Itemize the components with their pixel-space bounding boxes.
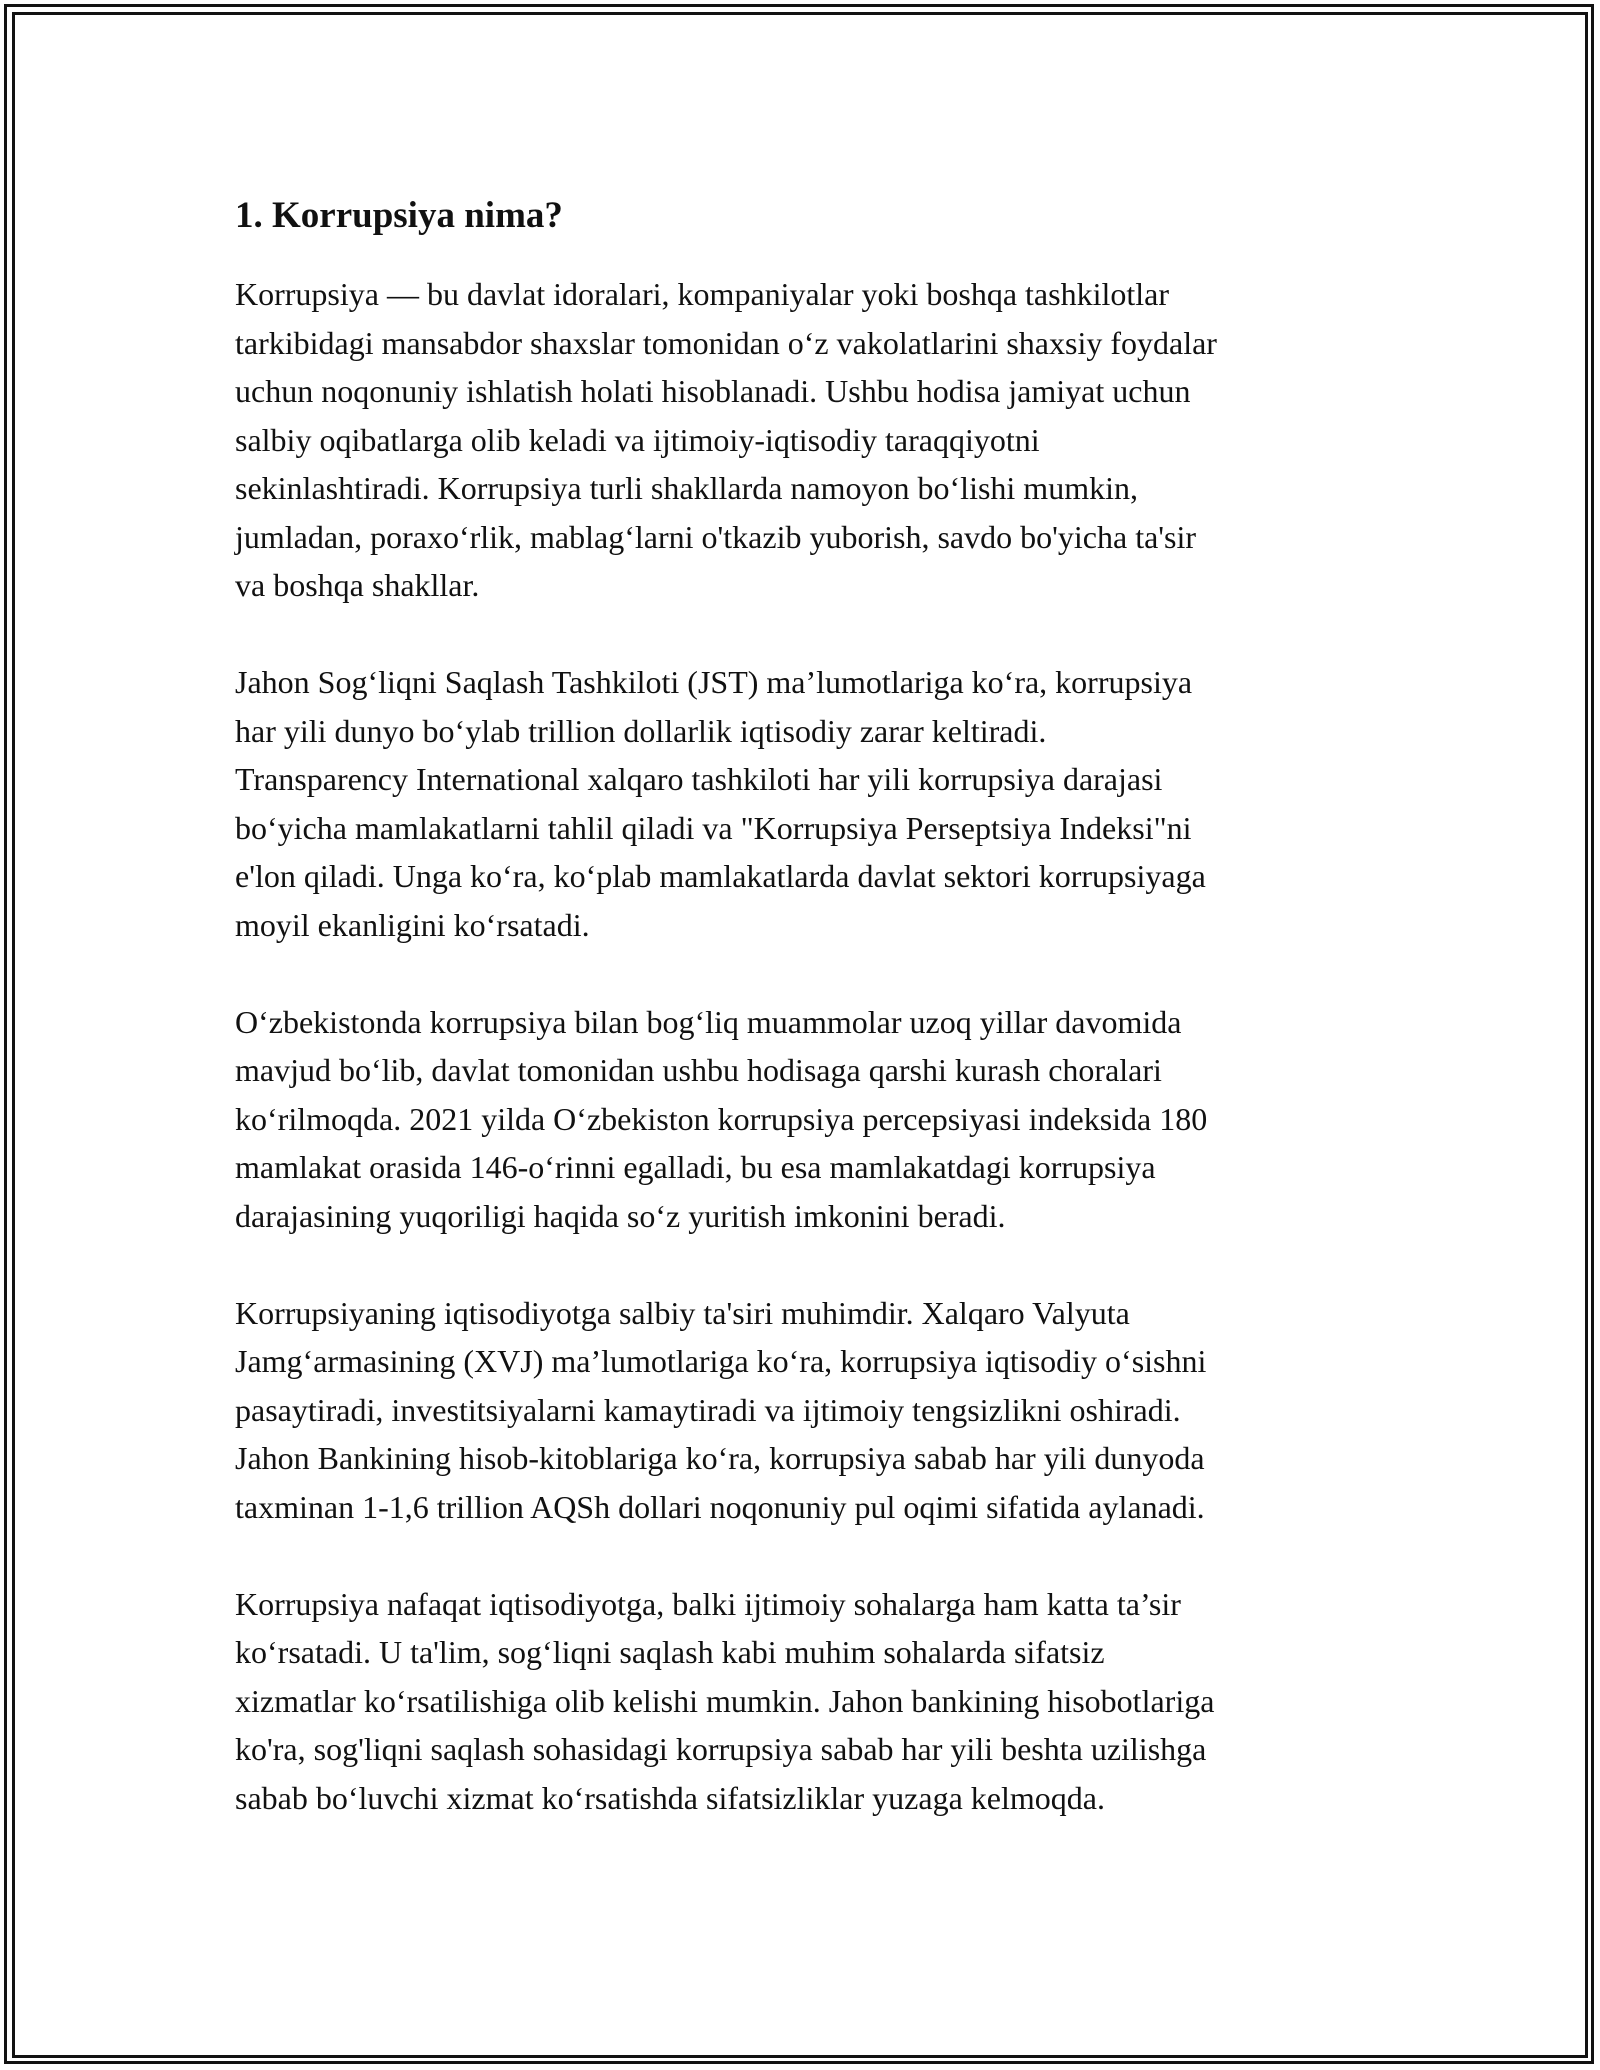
section-heading: 1. Korrupsiya nima?: [235, 195, 563, 236]
paragraph-definition: Korrupsiya — bu davlat idoralari, kompaniyalar yoki boshqa tashkilotlar tarkibidagi mansabdor shaxslar tomonidan o‘z vakolatlarini shaxsiy foydalar uchun noqonuniy ishlatish holati hisoblanadi. Ushbu hodisa jamiyat uchun salbiy oqibatlarga olib keladi va ijtimoiy-iqtisodiy taraqqiyotni sekinlashtiradi. Korrupsiya turli shakllarda namoyon bo‘lishi mumkin, jumladan, poraxo‘rlik, mablag‘larni o'tkazib yuborish, savdo bo'yicha ta'sir va boshqa shakllar.: [235, 276, 1217, 603]
paragraph-social-impact: Korrupsiya nafaqat iqtisodiyotga, balki ijtimoiy sohalarga ham katta ta’sir ko‘rsatadi. U ta'lim, sog‘liqni saqlash kabi muhim sohalarda sifatsiz xizmatlar ko‘rsatilishiga olib kelishi mumkin. Jahon bankining hisobotlariga ko'ra, sog'liqni saqlash sohasidagi korrupsiya sabab har yili beshta uzilishga sabab bo‘luvchi xizmat ko‘rsatishda sifatsizliklar yuzaga kelmoqda.: [235, 1585, 1215, 1816]
paragraph-uzbekistan: O‘zbekistonda korrupsiya bilan bog‘liq muammolar uzoq yillar davomida mavjud bo‘lib, davlat tomonidan ushbu hodisaga qarshi kurash choralari ko‘rilmoqda. 2021 yilda O‘zbekiston korrupsiya percepsiyasi indeksida 180 mamlakat orasida 146-o‘rinni egalladi, bu esa mamlakatdagi korrupsiya darajasining yuqoriligi haqida so‘z yuritish imkonini beradi.: [235, 1003, 1208, 1234]
paragraph-global-statistics: Jahon Sog‘liqni Saqlash Tashkiloti (JST) ma’lumotlariga ko‘ra, korrupsiya har yili dunyo bo‘ylab trillion dollarlik iqtisodiy zarar keltiradi. Transparency International xalqaro tashkiloti har yili korrupsiya darajasi bo‘yicha mamlakatlarni tahlil qiladi va "Korrupsiya Perseptsiya Indeksi"ni e'lon qiladi. Unga ko‘ra, ko‘plab mamlakatlarda davlat sektori korrupsiyaga moyil ekanligini ko‘rsatadi.: [235, 664, 1206, 943]
document-body: [235, 190, 1375, 1871]
paragraph-economic-impact: Korrupsiyaning iqtisodiyotga salbiy ta'siri muhimdir. Xalqaro Valyuta Jamg‘armasining (XVJ) ma’lumotlariga ko‘ra, korrupsiya iqtisodiy o‘sishni pasaytiradi, investitsiyalarni kamaytiradi va ijtimoiy tengsizlikni oshiradi. Jahon Bankining hisob-kitoblariga ko‘ra, korrupsiya sabab har yili dunyoda taxminan 1-1,6 trillion AQSh dollari noqonuniy pul oqimi sifatida aylanadi.: [235, 1294, 1207, 1525]
